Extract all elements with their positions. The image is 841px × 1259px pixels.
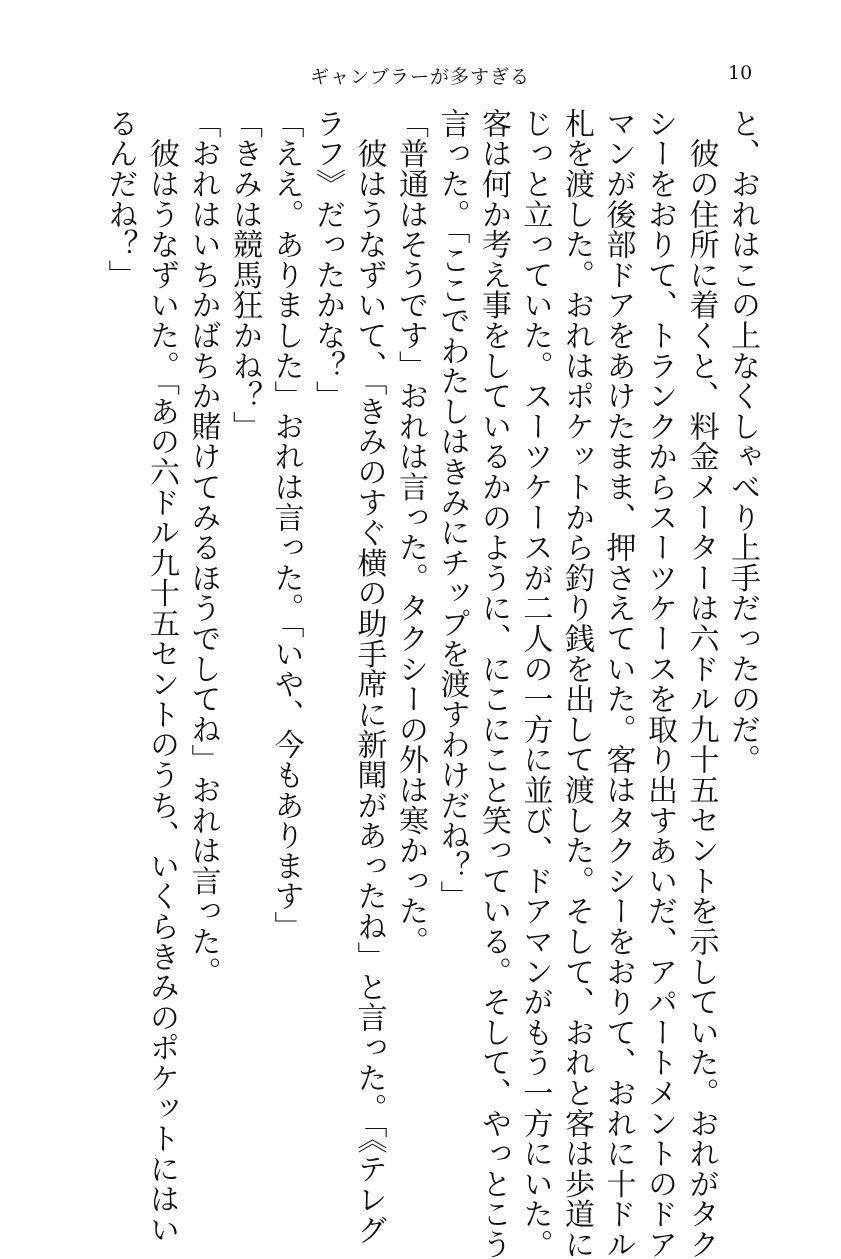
text-line: 札を渡した。おれはポケットから釣り銭を出して渡した。そして、おれと客は歩道に [559, 108, 594, 1259]
text-line: 言った。「ここでわたしはきみにチップを渡すわけだね？」 [434, 108, 470, 912]
text-line: 「ええ。ありました」おれは言った。「いや、今もあります」 [268, 108, 304, 942]
text-line: マンが後部ドアをあけたまま、押さえていた。客はタクシーをおりて、おれに十ドル [600, 108, 636, 1259]
text-line: ラフ》だったかな？」 [310, 108, 345, 411]
text-line: るんだね？」 [102, 108, 138, 290]
text-line: シーをおりて、トランクからスーツケースを取り出すあいだ、アパートメントのドア [642, 108, 677, 1259]
text-line: 「おれはいちかばちか賭けてみるほうでしてね」おれは言った。 [185, 108, 221, 987]
text-line: じっと立っていた。スーツケースが二人の一方に並び、ドアマンがもう一方にいた。 [517, 108, 553, 1259]
page-number: 10 [728, 62, 753, 84]
vertical-body-text [99, 108, 763, 1259]
text-line: 客は何か考え事をしているかのように、にこにこと笑っている。そして、やっとこう [476, 108, 511, 1259]
text-line: 「普通はそうです」おれは言った。タクシーの外は寒かった。 [393, 108, 428, 957]
text-line: 「きみは競馬狂かね？」 [227, 108, 262, 442]
text-line: 彼はうなずいた。「あの六ドル九十五セントのうち、いくらきみのポケットにはい [144, 108, 179, 1245]
text-line: 彼はうなずいて、「きみのすぐ横の助手席に新聞があったね」と言った。「《テレグ [351, 108, 387, 1245]
text-line: 彼の住所に着くと、料金メーターは六ドル九十五セントを示していた。おれがタク [683, 108, 719, 1259]
text-line: と、おれはこの上なくしゃべり上手だったのだ。 [725, 108, 760, 775]
running-title: ギャンブラーが多すぎる [310, 66, 531, 88]
